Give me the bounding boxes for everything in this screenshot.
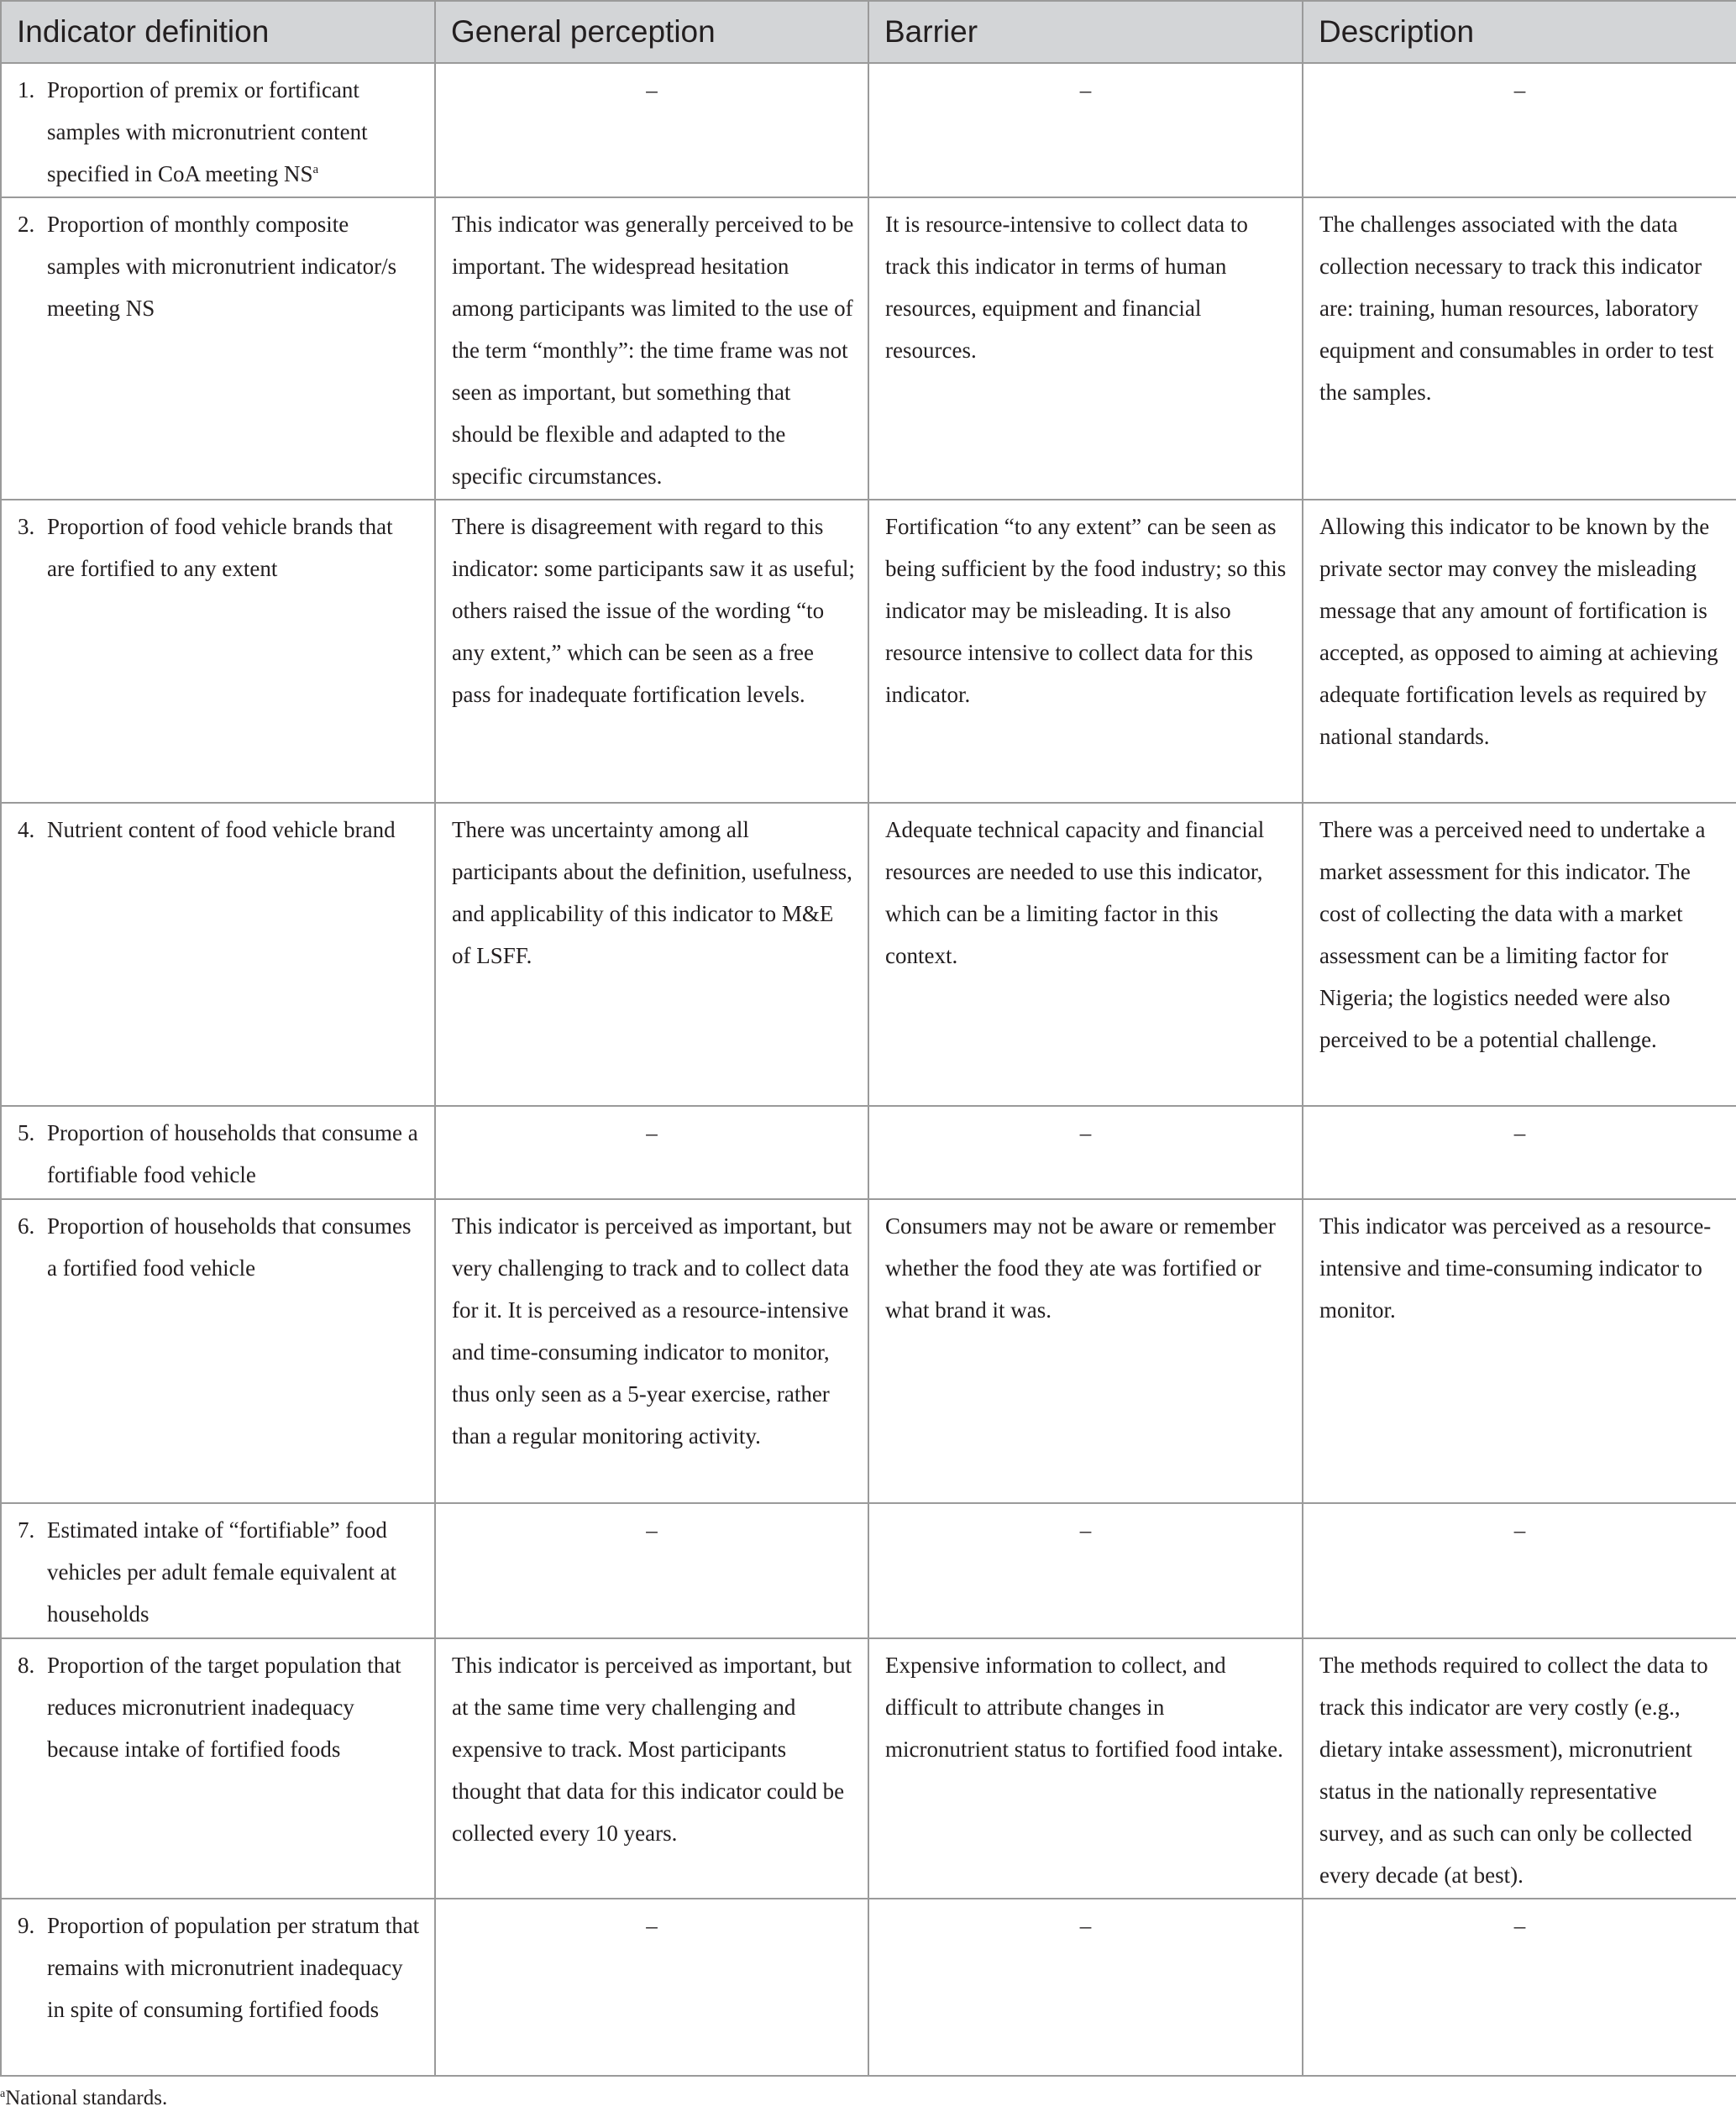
perception-cell: This indicator is perceived as important, but very challenging to track and to collect data for it. It is perceived as a resource-intensive and time-consuming indicator to monitor, thus only seen as a 5-year exercise, rather than a regular monitoring activity. — [435, 1199, 868, 1503]
table-row — [1, 1503, 1736, 1638]
barrier-cell: Adequate technical capacity and financial resources are needed to use this indicator, which can be a limiting factor in this context. — [868, 803, 1303, 1106]
indicator-text: Proportion of households that consume a fortifiable food vehicle — [47, 1120, 418, 1187]
row-number: 5. — [18, 1120, 35, 1145]
barrier-cell: Consumers may not be aware or remember whether the food they ate was fortified or what brand it was. — [868, 1199, 1303, 1503]
row-number: 1. — [18, 77, 35, 102]
description-cell: The methods required to collect the data to track this indicator are very costly (e.g., dietary intake assessment), micronutrient status in the nationally representative survey, and as such can only be collected every decade (at best). — [1303, 1638, 1736, 1899]
row-number: 3. — [18, 514, 35, 539]
barrier-cell: – — [868, 1899, 1303, 2076]
barrier-cell: – — [868, 1106, 1303, 1199]
indicator-text: Proportion of population per stratum that remains with micronutrient inadequacy in spite of consuming fortified foods — [47, 1913, 420, 2022]
row-number: 7. — [18, 1517, 35, 1543]
barrier-cell: Fortification “to any extent” can be seen as being sufficient by the food industry; so this indicator may be misleading. It is also resource intensive to collect data for this indicator. — [868, 500, 1303, 803]
description-cell: The challenges associated with the data collection necessary to track this indicator are: training, human resources, laboratory equipment and consumables in order to test the samples. — [1303, 197, 1736, 500]
col-header-barrier: Barrier — [868, 1, 1303, 63]
barrier-cell: Expensive information to collect, and difficult to attribute changes in micronutrient status to fortified food intake. — [868, 1638, 1303, 1899]
indicator-text: Proportion of food vehicle brands that are fortified to any extent — [47, 514, 393, 581]
indicator-text: Estimated intake of “fortifiable” food vehicles per adult female equivalent at households — [47, 1517, 397, 1627]
table-row — [1, 1199, 1736, 1503]
indicator-cell — [1, 197, 435, 500]
barrier-cell: – — [868, 1503, 1303, 1638]
table-row — [1, 1106, 1736, 1199]
indicator-cell — [1, 1638, 435, 1899]
indicator-cell — [1, 1106, 435, 1199]
table-row — [1, 63, 1736, 197]
perception-cell: This indicator was generally perceived to be important. The widespread hesitation among participants was limited to the use of the term “monthly”: the time frame was not seen as important, but something that should be flexible and adapted to the specific circumstances. — [435, 197, 868, 500]
row-number: 6. — [18, 1213, 35, 1239]
indicator-cell — [1, 63, 435, 197]
description-cell: This indicator was perceived as a resource-intensive and time-consuming indicator to monitor. — [1303, 1199, 1736, 1503]
table-row — [1, 500, 1736, 803]
row-number: 4. — [18, 817, 35, 842]
header-row — [1, 1, 1736, 63]
table-row — [1, 1899, 1736, 2076]
description-cell: There was a perceived need to undertake a market assessment for this indicator. The cost of collecting the data with a market assessment can be a limiting factor for Nigeria; the logistics needed were also perceived to be a potential challenge. — [1303, 803, 1736, 1106]
indicator-cell — [1, 1503, 435, 1638]
description-cell: – — [1303, 1106, 1736, 1199]
indicator-text: Proportion of the target population that reduces micronutrient inadequacy because intake of fortified foods — [47, 1653, 401, 1762]
description-cell: Allowing this indicator to be known by the private sector may convey the misleading message that any amount of fortification is accepted, as opposed to aiming at achieving adequate fortification levels as required by national standards. — [1303, 500, 1736, 803]
barrier-cell: – — [868, 63, 1303, 197]
perception-cell: – — [435, 1899, 868, 2076]
indicator-text: Proportion of monthly composite samples with micronutrient indicator/s meeting NS — [47, 212, 397, 321]
col-header-description: Description — [1303, 1, 1736, 63]
indicator-cell — [1, 500, 435, 803]
indicator-text: Proportion of households that consumes a fortified food vehicle — [47, 1213, 412, 1281]
perception-cell: There is disagreement with regard to this indicator: some participants saw it as useful; others raised the issue of the wording “to any extent,” which can be seen as a free pass for inadequate fortification levels. — [435, 500, 868, 803]
col-header-perception: General perception — [435, 1, 868, 63]
row-number: 8. — [18, 1653, 35, 1678]
perception-cell: This indicator is perceived as important, but at the same time very challenging and expensive to track. Most participants thought that data for this indicator could be collected every 10 years. — [435, 1638, 868, 1899]
footnote-mark: a — [0, 2088, 6, 2100]
footnote-marker: a — [312, 163, 319, 176]
indicator-cell — [1, 1199, 435, 1503]
row-number: 9. — [18, 1913, 35, 1938]
perception-cell: – — [435, 1106, 868, 1199]
description-cell: – — [1303, 1899, 1736, 2076]
description-cell: – — [1303, 63, 1736, 197]
table-row — [1, 197, 1736, 500]
table-row — [1, 803, 1736, 1106]
barrier-cell: It is resource-intensive to collect data to track this indicator in terms of human resources, equipment and financial resources. — [868, 197, 1303, 500]
indicator-text: Nutrient content of food vehicle brand — [47, 817, 396, 842]
table-row — [1, 1638, 1736, 1899]
perception-cell: – — [435, 63, 868, 197]
indicator-cell — [1, 1899, 435, 2076]
row-number: 2. — [18, 212, 35, 237]
footnote-text: National standards. — [5, 2087, 168, 2109]
description-cell: – — [1303, 1503, 1736, 1638]
perception-cell: – — [435, 1503, 868, 1638]
footnote — [0, 2087, 167, 2110]
perception-cell: There was uncertainty among all participants about the definition, usefulness, and applicability of this indicator to M&E of LSFF. — [435, 803, 868, 1106]
col-header-indicator: Indicator definition — [1, 1, 435, 63]
indicator-text: Proportion of premix or fortificant samples with micronutrient content specified in CoA meeting NS — [47, 77, 368, 186]
indicator-cell — [1, 803, 435, 1106]
